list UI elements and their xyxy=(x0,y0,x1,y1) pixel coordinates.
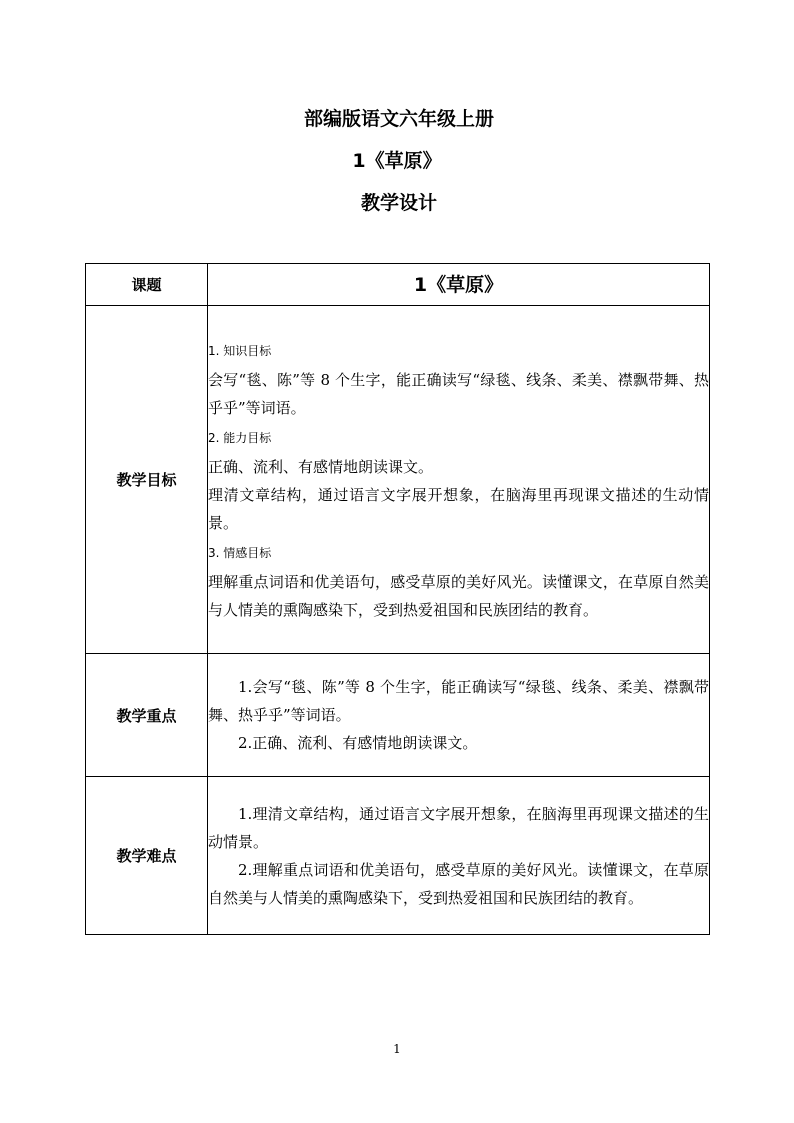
difficulty-item-2: 2.理解重点词语和优美语句，感受草原的美好风光。读懂课文，在草原自然美与人情美的熏陶感染下，受到热爱祖国和民族团结的教育。 xyxy=(208,860,709,907)
topic-value: 1《草原》 xyxy=(208,264,710,306)
goals-content xyxy=(208,306,710,654)
difficulties-label: 教学难点 xyxy=(86,777,208,935)
table-row-difficulties xyxy=(86,777,710,935)
goal-text-knowledge: 会写“毯、陈”等 8 个生字，能正确读写“绿毯、线条、柔美、襟飘带舞、热乎乎”等词语。 xyxy=(208,371,709,417)
topic-label: 课题 xyxy=(86,264,208,306)
goal-text-emotion: 理解重点词语和优美语句，感受草原的美好风光。读懂课文，在草原自然美与人情美的熏陶感染下，受到热爱祖国和民族团结的教育。 xyxy=(208,573,709,619)
table-row-key-points xyxy=(86,654,710,777)
goal-text-ability-1: 正确、流利、有感情地朗读课文。 xyxy=(208,458,434,476)
difficulties-content xyxy=(208,777,710,935)
table-row-goals xyxy=(86,306,710,654)
page-number: 1 xyxy=(393,1042,401,1056)
lesson-plan-table xyxy=(85,263,710,935)
goals-label: 教学目标 xyxy=(86,306,208,654)
document-subtitle: 教学设计 xyxy=(360,192,437,214)
goal-heading-knowledge: 1. 知识目标 xyxy=(208,344,272,358)
key-point-item-1: 1.会写“毯、陈”等 8 个生字，能正确读写“绿毯、线条、柔美、襟飘带舞、热乎乎”等词语。 xyxy=(208,678,709,724)
table-row-topic xyxy=(86,264,710,306)
difficulty-item-1: 1.理清文章结构，通过语言文字展开想象，在脑海里再现课文描述的生动情景。 xyxy=(208,804,709,851)
lesson-title: 1《草原》 xyxy=(352,150,442,172)
key-point-item-2: 2.正确、流利、有感情地朗读课文。 xyxy=(238,734,478,752)
goal-text-ability-2: 理清文章结构，通过语言文字展开想象，在脑海里再现课文描述的生动情景。 xyxy=(208,486,709,532)
document-title: 部编版语文六年级上册 xyxy=(303,108,494,130)
key-points-content xyxy=(208,654,710,777)
goal-heading-emotion: 3. 情感目标 xyxy=(208,546,272,560)
goal-heading-ability: 2. 能力目标 xyxy=(208,431,272,445)
key-points-label: 教学重点 xyxy=(86,654,208,777)
